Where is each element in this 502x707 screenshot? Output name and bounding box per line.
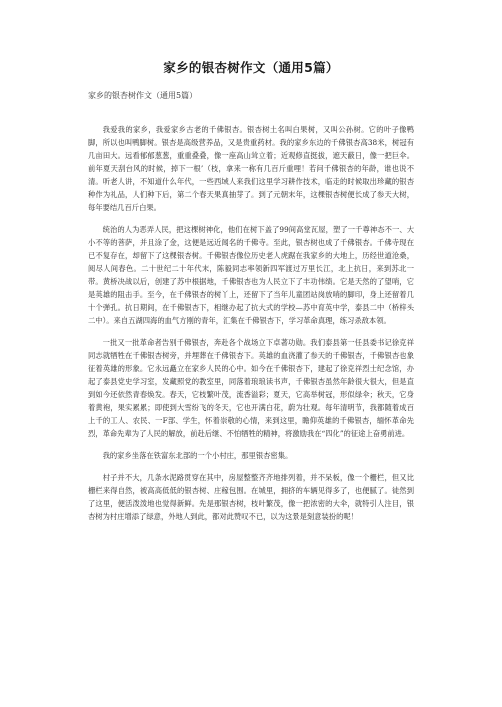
- paragraph: 一批又一批革命者告别千佛银杏，奔赴各个战场立下卓著功勋。我们泰县第一任县委书记徐克祥同志就牺牲在千佛银杏树旁，并埋葬在千佛银杏下。英雄的血浇灌了参天的千佛银杏，千佛银杏也象征着英雄的形象。它永远矗立在家乡人民的心中。如今在千佛银杏下，建起了徐克祥烈士纪念馆，办起了泰县党史学习室，发藏照党的教室里，同落着琅琅读书声，千佛银杏虽然年龄很大很大，但是直到如今还依然青春焕发。春天，它枝繁叶茂，流香溢彩；夏天，它高举树冠，形似绿伞；秋天，它身着黄袍，果实累累；即使到大雪纷飞的冬天，它也开满白花，蔚为壮观。每年清明节，我都随着成百上千的工人、农民、一F部、学生，怀着崇敬的心情，来到这里，瞻仰英雄的千佛银杏，缅怀革命先烈，革命先辈为了人民的解放，前赴后继、不怕牺牲的精神，将激励我在“四化”的征途上奋勇前进。: [88, 338, 414, 438]
- document-page: [0, 58, 502, 707]
- document-body: [88, 123, 414, 523]
- document-title: 家乡的银杏树作文（通用5篇）: [163, 60, 339, 75]
- paragraph: 村子并不大，几条水泥路贯穿在其中，房屋整整齐齐地排列着，并不呆板，像一个栅栏，但又比栅栏来得自然，被高高低低的银杏树、庄稼包围。在城里，拥挤的车辆见得多了，也便腻了。徒然到了这里，便活泼泼地也觉得新鲜。先是那银杏树，枝叶繁茂，像一把浓密的大伞，就特引人注目，银杏树为村庄增添了绿意，外地人到此，都对此赞叹不已，以为这景是刻意装扮的呢！: [88, 473, 414, 521]
- paragraph: 我的家乡坐落在铁富东北部的一个小村庄，那里银杏密集。: [102, 451, 293, 460]
- paragraph: 我爱我的家乡，我爱家乡古老的千佛银杏。银杏树土名叫白果树，又叫公孙树。它的叶子像鸭脚，所以也叫鸭脚树。银杏是高级营养品，又是贵重药材。我的家乡东边的千佛银杏高38米，树冠有几亩田大。远看郁郁葱葱，重重叠叠，像一座高山耸立着；近观修直挺拔，遮天蔽日，像一把巨伞。前年夏天刮台风的时候，掉下一根’（枝，拿来一称有几百斤重哩！若问千佛银杏的年龄，谁也说不清。听老人讲，不知道什么年代，一些西域人来我们这里学习耕作技术，临走的时候取出珍藏的银杏种作为礼品，人们种下后，第二个春天果真抽芽了。到了元朝末年，这棵银杏树便长成了参天大树，每年要结几百斤白果。: [88, 125, 414, 212]
- paragraph: 统治的人为恶弄人民，把这棵树神化，他们在树下盖了99间高堂瓦屋，塑了一千尊神态不一、大小不等的菩萨，并且涂了金，这便是远近闻名的千佛寺。至此，银杏树也成了千佛银杏。千佛寺现在已不复存在，却留下了这棵银杏树。千佛银杏像位历史老人虎踞在我家乡的大地上，历经世道沧桑，阅尽人间春色。二十世纪二十年代末，陈毅同志率领新四军渡过万里长江，北上抗日，来到苏北一带。黄桥决战以后，创建了苏中根据地，千佛银杏也为人民立下了丰功伟绩。它是天然的了望哨，它是英雄的阻击手。至今，在千佛银杏的树丫上，还留下了当年儿童团站岗放哨的脚印，身上还留着几十个弹孔。抗日期间，在千佛银杏下，相继办起了抗大式的学校—苏中育英中学，泰县二中（桥梓头二中）。来自五湖四海的血气方刚的青年，汇集在千佛银杏下，学习革命真理，练习杀敌本领。: [88, 225, 414, 325]
- document-subtitle: 家乡的银杏树作文（通用5篇）: [88, 91, 198, 100]
